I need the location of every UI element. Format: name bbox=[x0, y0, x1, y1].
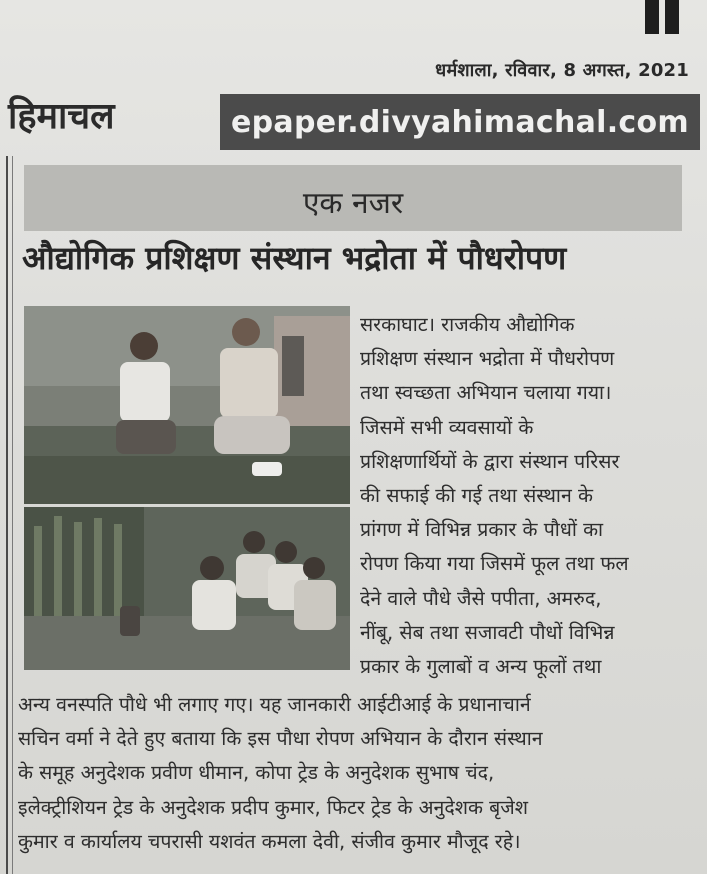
url-banner bbox=[220, 94, 700, 150]
article-headline: औद्योगिक प्रशिक्षण संस्थान भद्रोता में पौधरोपण bbox=[22, 239, 567, 277]
body-line-10: नींबू, सेब तथा सजावटी पौधों विभिन्न bbox=[360, 620, 615, 644]
full-line-1: अन्य वनस्पति पौधे भी लगाए गए। यह जानकारी आईटीआई के प्रधानाचार्न bbox=[18, 693, 531, 716]
article-body-full bbox=[18, 688, 704, 859]
column-rule-thin bbox=[12, 156, 13, 874]
body-line-1: सरकाघाट। राजकीय औद्योगिक bbox=[360, 313, 575, 336]
body-line-11: प्रकार के गुलाबों व अन्य फूलों तथा bbox=[360, 655, 602, 679]
dateline: धर्मशाला, रविवार, 8 अगस्त, 2021 bbox=[435, 60, 689, 81]
article-photo bbox=[24, 306, 350, 670]
full-line-5: कुमार व कार्यालय चपरासी यशवंत कमला देवी, संजीव कुमार मौजूद रहे। bbox=[18, 829, 521, 853]
epaper-url: epaper.divyahimachal.com bbox=[231, 104, 689, 140]
full-line-2: सचिन वर्मा ने देते हुए बताया कि इस पौधा रोपण अभियान के दौरान संस्थान bbox=[18, 727, 543, 751]
section-title: हिमाचल bbox=[8, 95, 115, 137]
body-line-3: तथा स्वच्छता अभियान चलाया गया। bbox=[360, 381, 612, 405]
body-line-5: प्रशिक्षणार्थियों के द्वारा संस्थान परिसर bbox=[360, 449, 620, 473]
full-line-3: के समूह अनुदेशक प्रवीण धीमान, कोपा ट्रेड के अनुदेशक सुभाष चंद, bbox=[18, 761, 495, 785]
photo-collage-illustration bbox=[24, 306, 350, 670]
body-line-2: प्रशिक्षण संस्थान भद्रोता में पौधरोपण bbox=[360, 347, 615, 371]
body-line-7: प्रांगण में विभिन्न प्रकार के पौधों का bbox=[360, 518, 604, 542]
body-line-4: जिसमें सभी व्यवसायों के bbox=[360, 415, 534, 439]
body-line-6: की सफाई की गई तथा संस्थान के bbox=[360, 484, 593, 508]
page-edge-marks bbox=[645, 0, 687, 34]
full-line-4: इलेक्ट्रीशियन ट्रेड के अनुदेशक प्रदीप कुमार, फिटर ट्रेड के अनुदेशक बृजेश bbox=[18, 795, 529, 819]
article-body-side bbox=[360, 308, 690, 684]
column-kicker: एक नजर bbox=[302, 186, 404, 221]
column-rule bbox=[6, 156, 8, 874]
body-line-8: रोपण किया गया जिसमें फूल तथा फल bbox=[360, 552, 629, 576]
body-line-9: देने वाले पौधे जैसे पपीता, अमरुद, bbox=[360, 586, 602, 610]
column-heading-band bbox=[24, 165, 682, 231]
